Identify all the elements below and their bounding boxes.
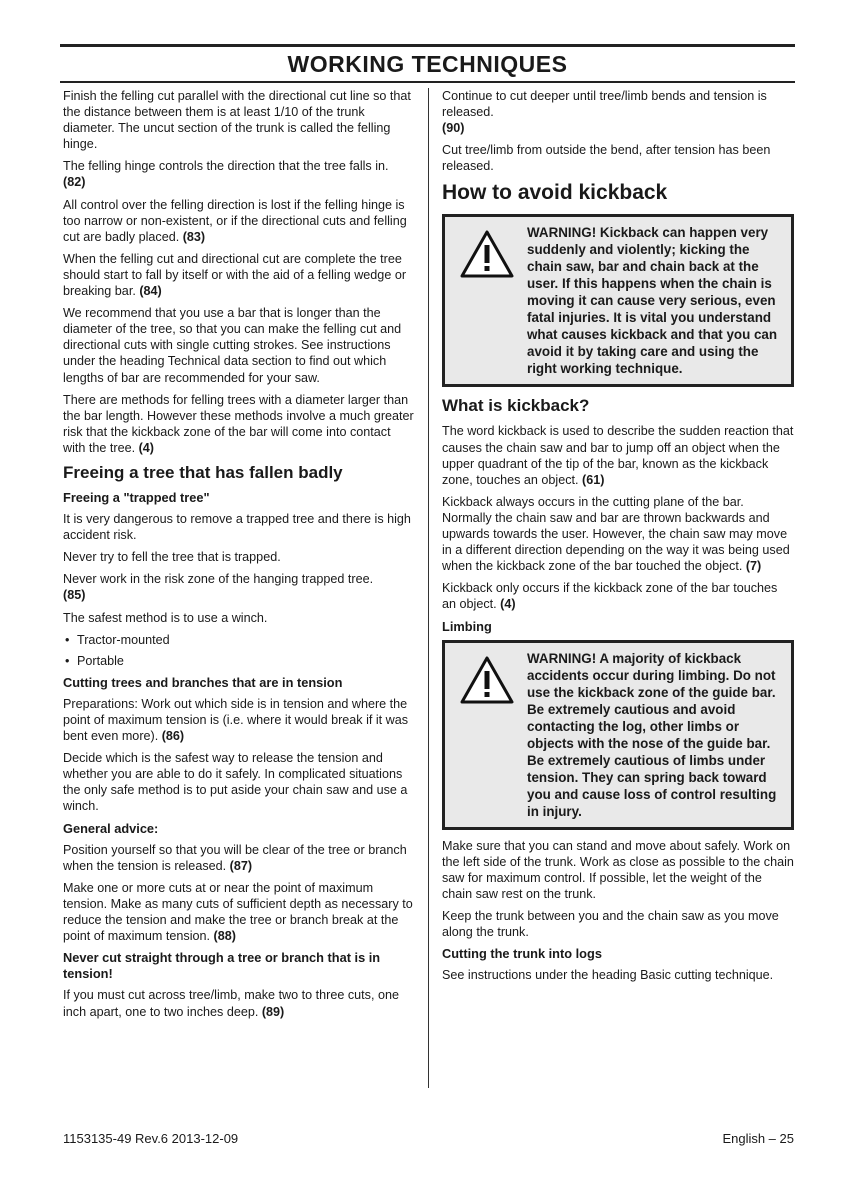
warning-triangle-icon	[459, 229, 515, 279]
list-item-text: Portable	[77, 653, 124, 668]
paragraph-text: The word kickback is used to describe the sudden reaction that causes the chain saw and bar to jump off an object when the upper quadrant of the tip of the bar, known as the kickback zone, touches an object.	[442, 424, 794, 487]
figure-ref: (89)	[261, 1004, 285, 1019]
paragraph-text: When the felling cut and directional cut are complete the tree should start to fall by itself or with the aid of a felling wedge or breaking bar.	[63, 251, 407, 299]
figure-ref: (84)	[139, 284, 162, 299]
figure-ref: (85)	[63, 588, 86, 603]
header-rule-bottom	[60, 81, 795, 83]
paragraph-text: Decide which is the safest way to release the tension and whether you are able to do it safely. In complicated situations the only safe method is to put aside your chain saw and use a winch.	[63, 751, 408, 814]
list-item	[63, 653, 415, 669]
figure-ref: (82)	[63, 175, 86, 190]
paragraph-text: Make one or more cuts at or near the point of maximum tension. Make as many cuts of sufficient depth as necessary to reduce the tension and make the tree or branch break at the point of maximum tension.	[63, 880, 413, 944]
paragraph-text: Make sure that you can stand and move about safely. Work on the left side of the trunk. Work as close as possible to the chain saw for maximum control. If possible, let the weight of the chain saw rest on the trunk.	[442, 838, 794, 901]
subheading-trapped-tree: Freeing a "trapped tree"	[63, 489, 210, 505]
subheading-limbing: Limbing	[442, 618, 492, 634]
paragraph-text: Continue to cut deeper until tree/limb bends and tension is released.	[442, 89, 767, 120]
paragraph	[63, 305, 415, 385]
winch-list	[63, 632, 415, 669]
figure-ref: (4)	[138, 440, 155, 455]
page-title: WORKING TECHNIQUES	[287, 51, 568, 77]
warning-box-kickback	[442, 214, 794, 387]
figure-ref: (61)	[582, 472, 605, 487]
paragraph-text: The felling hinge controls the direction that the tree falls in.	[63, 159, 389, 174]
paragraph	[63, 750, 415, 814]
figure-ref: (87)	[229, 858, 253, 873]
paragraph-text: The safest method is to use a winch.	[63, 610, 268, 625]
paragraph	[442, 967, 794, 983]
left-column	[63, 88, 415, 1026]
paragraph	[442, 580, 794, 612]
paragraph	[442, 142, 794, 174]
page-number: English – 25	[722, 1131, 794, 1146]
figure-ref: (7)	[745, 559, 762, 574]
warning-text: WARNING! A majority of kickback accidents occur during limbing. Do not use the kickback zone of the guide bar. Be extremely cautious and avoid contacting the log, other limbs or objects with the nose of the guide bar. Be extremely cautious of limbs under tension. They can spring back toward you and cause loss of control resulting in injury.	[527, 650, 777, 819]
section-heading-freeing: Freeing a tree that has fallen badly	[63, 462, 343, 482]
column-divider	[428, 88, 429, 1088]
figure-ref: (4)	[500, 597, 516, 612]
subheading-general-advice: General advice:	[63, 820, 159, 836]
paragraph-text: If you must cut across tree/limb, make two to three cuts, one inch apart, one to two inches deep.	[63, 988, 399, 1019]
paragraph-text: All control over the felling direction is lost if the felling hinge is too narrow or non-existent, or if the directional cuts and felling cut are badly placed.	[63, 197, 407, 244]
bullet: •	[65, 653, 70, 668]
paragraph	[63, 696, 415, 744]
paragraph-text: Preparations: Work out which side is in tension and where the point of maximum tension is (i.e. where it would break if it was bent even more).	[63, 696, 409, 744]
paragraph	[63, 88, 415, 152]
paragraph	[442, 494, 794, 574]
paragraph-text: Never work in the risk zone of the hanging trapped tree.	[63, 572, 374, 587]
paragraph	[442, 838, 794, 902]
paragraph	[63, 251, 415, 299]
paragraph-text: Keep the trunk between you and the chain saw as you move along the trunk.	[442, 908, 779, 940]
paragraph	[63, 880, 415, 944]
paragraph	[63, 987, 415, 1019]
list-item	[63, 632, 415, 648]
warning-triangle-icon	[459, 655, 515, 705]
paragraph-text: We recommend that you use a bar that is longer than the diameter of the tree, so that you can make the felling cut and directional cuts with single cutting strokes. See instructions under the heading Technical data section to find out which lengths of bar are recommended for your saw.	[63, 306, 402, 385]
list-item-text: Tractor-mounted	[77, 632, 170, 647]
paragraph-text: Never try to fell the tree that is trapped.	[63, 550, 281, 565]
subheading-tension: Cutting trees and branches that are in tension	[63, 674, 343, 690]
section-heading-avoid-kickback: How to avoid kickback	[442, 181, 668, 205]
figure-ref: (88)	[213, 929, 236, 944]
paragraph	[63, 158, 415, 190]
paragraph	[442, 88, 794, 136]
right-column	[442, 88, 794, 989]
figure-ref: (90)	[442, 121, 465, 136]
paragraph	[63, 511, 415, 543]
warning-box-limbing	[442, 640, 794, 830]
document-id: 1153135-49 Rev.6 2013-12-09	[63, 1131, 239, 1146]
paragraph	[63, 197, 415, 245]
paragraph-text: Finish the felling cut parallel with the directional cut line so that the distance between them is at least 1/10 of the trunk diameter. The uncut section of the trunk is called the felling hinge.	[63, 89, 411, 152]
paragraph-text: There are methods for felling trees with a diameter larger than the bar length. However these methods involve a much greater risk that the kickback zone of the bar will come into contact with the tree.	[63, 392, 414, 455]
paragraph-text: Position yourself so that you will be clear of the tree or branch when the tension is released.	[63, 842, 407, 873]
paragraph-text: See instructions under the heading Basic cutting technique.	[442, 968, 774, 983]
paragraph	[63, 392, 415, 456]
bullet: •	[65, 632, 70, 647]
subheading-never-cut: Never cut straight through a tree or branch that is in tension!	[63, 950, 381, 982]
section-heading-what-is-kickback: What is kickback?	[442, 396, 590, 416]
paragraph	[63, 549, 415, 565]
paragraph-text: Kickback only occurs if the kickback zone of the bar touches an object.	[442, 581, 778, 612]
paragraph	[442, 908, 794, 940]
page-header	[60, 44, 795, 83]
paragraph-text: Kickback always occurs in the cutting plane of the bar. Normally the chain saw and bar are thrown backwards and upwards towards the user. However, the chain saw may move in a different direction depending on the way it was being used when the kickback zone of the bar touched the object.	[442, 494, 790, 574]
paragraph-text: It is very dangerous to remove a trapped tree and there is high accident risk.	[63, 512, 411, 543]
paragraph	[63, 842, 415, 874]
paragraph	[63, 571, 415, 603]
paragraph	[63, 610, 415, 626]
paragraph	[442, 423, 794, 487]
warning-text: WARNING! Kickback can happen very suddenly and violently; kicking the chain saw, bar and chain back at the user. If this happens when the chain is moving it can cause very serious, even fatal injuries. It is vital you understand what causes kickback and that you can avoid it by taking care and using the right working technique.	[527, 225, 778, 377]
figure-ref: (86)	[161, 729, 185, 744]
paragraph-text: Cut tree/limb from outside the bend, after tension has been released.	[442, 143, 771, 174]
figure-ref: (83)	[182, 229, 206, 244]
subheading-cutting-logs: Cutting the trunk into logs	[442, 946, 602, 962]
